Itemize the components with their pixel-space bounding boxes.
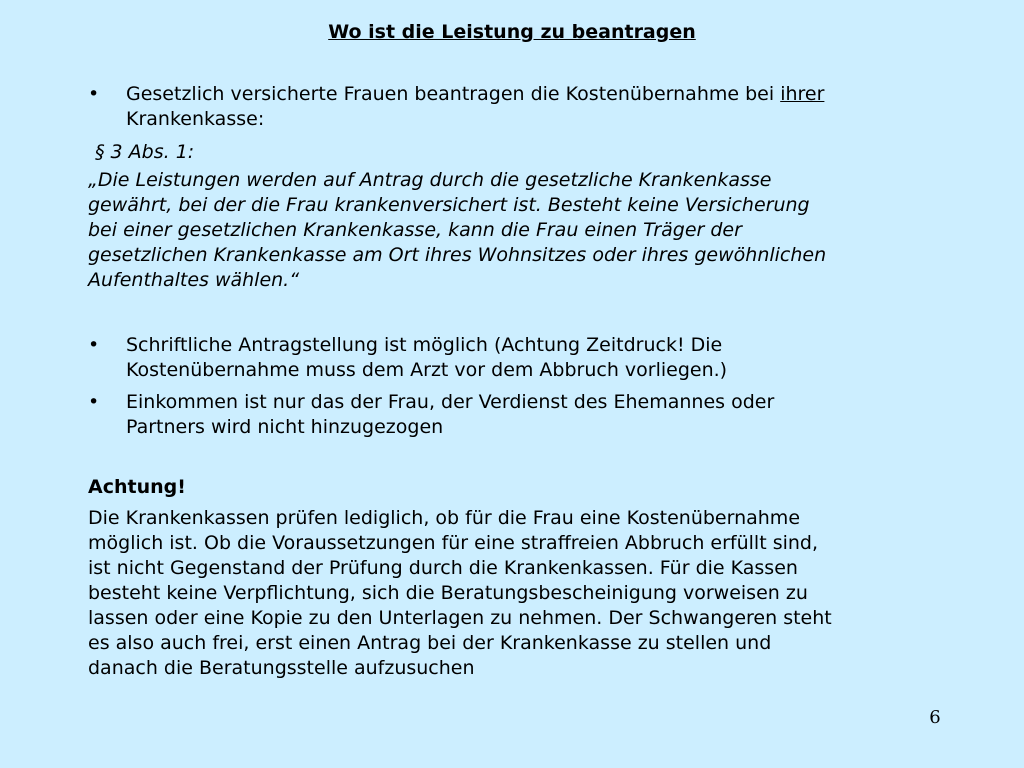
bullet-2-text [126,333,946,383]
bullet-1-line-1 [126,82,946,107]
quote-line: bei einer gesetzlichen Krankenkasse, kann die Frau einen Träger der [88,219,742,241]
attention-line: besteht keine Verpflichtung, sich die Beratungsbescheinigung vorweisen zu [88,582,808,604]
quote-line: „Die Leistungen werden auf Antrag durch die gesetzliche Krankenkasse [88,169,772,191]
bullet-1-line-2: Krankenkasse: [126,108,265,130]
attention-line: lassen oder eine Kopie zu den Unterlagen zu nehmen. Der Schwangeren steht [88,607,832,629]
bullet-3-line-1: Einkommen ist nur das der Frau, der Verdienst des Ehemannes oder [126,391,775,413]
attention-paragraph [88,506,948,681]
bullet-1-marker: • [88,83,100,105]
attention-line: Die Krankenkassen prüfen lediglich, ob für die Frau eine Kostenübernahme [88,507,801,529]
quote-line: gewährt, bei der die Frau krankenversichert ist. Besteht keine Versicherung [88,194,810,216]
attention-line: es also auch frei, erst einen Antrag bei der Krankenkasse zu stellen und [88,632,772,654]
bullet-3-line-2: Partners wird nicht hinzugezogen [126,416,444,438]
bullet-1-underlined-word: ihrer [780,83,825,105]
slide-title: Wo ist die Leistung zu beantragen [328,21,696,43]
bullet-2-line-2: Kostenübernahme muss dem Arzt vor dem Abbruch vorliegen.) [126,359,728,381]
bullet-2-marker: • [88,334,100,356]
attention-line: möglich ist. Ob die Voraussetzungen für eine straffreien Abbruch erfüllt sind, [88,532,819,554]
attention-line: ist nicht Gegenstand der Prüfung durch die Krankenkassen. Für die Kassen [88,557,798,579]
bullet-2-line-1: Schriftliche Antragstellung ist möglich (Achtung Zeitdruck! Die [126,334,723,356]
section-reference: § 3 Abs. 1: [95,141,195,163]
attention-heading: Achtung! [88,476,186,498]
bullet-3-marker: • [88,391,100,413]
bullet-1-text-before: Gesetzlich versicherte Frauen beantragen die Kostenübernahme bei [126,83,781,105]
legal-quote [88,168,948,293]
attention-line: danach die Beratungsstelle aufzusuchen [88,657,475,679]
bullet-3-text [126,390,946,440]
quote-line: Aufenthaltes wählen.“ [88,269,300,291]
page-number: 6 [929,707,941,728]
quote-line: gesetzlichen Krankenkasse am Ort ihres Wohnsitzes oder ihres gewöhnlichen [88,244,827,266]
bullet-1-text [126,82,946,132]
